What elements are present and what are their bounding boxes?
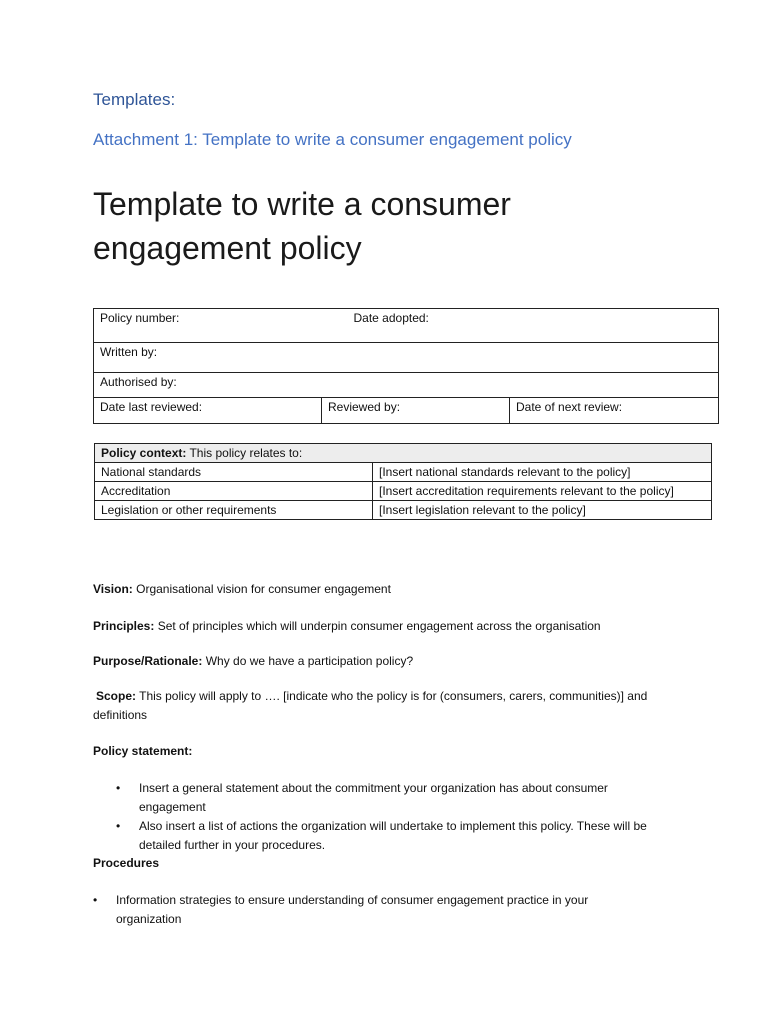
table-row: [95, 463, 712, 482]
policy-statement-heading: Policy statement:: [93, 744, 193, 758]
list-item: • Information strategies to ensure understanding of consumer engagement practice in your organization: [93, 893, 589, 926]
written-by-label: Written by:: [94, 343, 719, 373]
policy-context-table: [94, 443, 712, 520]
procedures-heading: Procedures: [93, 856, 160, 870]
context-row-value: [Insert national standards relevant to the policy]: [373, 463, 712, 482]
context-row-label: Legislation or other requirements: [95, 501, 373, 520]
policy-context-header: Policy context: This policy relates to:: [95, 444, 712, 463]
table-row: [94, 398, 719, 424]
context-row-label: Accreditation: [95, 482, 373, 501]
date-last-reviewed-label: Date last reviewed:: [94, 398, 322, 424]
context-row-value: [Insert legislation relevant to the policy]: [373, 501, 712, 520]
bullet-icon: •: [116, 781, 121, 795]
attachment-heading: Attachment 1: Template to write a consumer engagement policy: [93, 130, 572, 149]
date-adopted-label: Date adopted:: [353, 311, 429, 325]
context-row-label: National standards: [95, 463, 373, 482]
scope-paragraph: Scope: This policy will apply to …. [indicate who the policy is for (consumers, carers, communities)] and definitions: [93, 689, 648, 722]
table-row: [95, 501, 712, 520]
bullet-icon: •: [116, 819, 121, 833]
table-row: [94, 309, 719, 343]
reviewed-by-label: Reviewed by:: [322, 398, 510, 424]
policy-statement-list: [93, 779, 673, 855]
list-item: • Insert a general statement about the commitment your organization has about consumer engagement: [116, 781, 608, 814]
policy-meta-table: [93, 308, 719, 424]
authorised-by-label: Authorised by:: [94, 373, 719, 398]
table-row: [94, 373, 719, 398]
table-row: [95, 444, 712, 463]
list-item: • Also insert a list of actions the organization will undertake to implement this policy. These will be detailed further in your procedures.: [116, 819, 647, 852]
table-row: [95, 482, 712, 501]
bullet-icon: •: [93, 893, 98, 907]
policy-number-cell: [94, 309, 719, 343]
context-row-value: [Insert accreditation requirements relevant to the policy]: [373, 482, 712, 501]
templates-heading: Templates:: [93, 90, 176, 109]
date-next-review-label: Date of next review:: [510, 398, 719, 424]
table-row: [94, 343, 719, 373]
policy-number-label: Policy number:: [100, 311, 180, 325]
purpose-paragraph: Purpose/Rationale: Why do we have a participation policy?: [93, 654, 414, 668]
vision-paragraph: Vision: Organisational vision for consumer engagement: [93, 582, 391, 596]
procedures-list: [93, 891, 653, 929]
principles-paragraph: Principles: Set of principles which will underpin consumer engagement across the organisation: [93, 619, 601, 633]
document-title: Template to write a consumer engagement policy: [93, 186, 511, 266]
